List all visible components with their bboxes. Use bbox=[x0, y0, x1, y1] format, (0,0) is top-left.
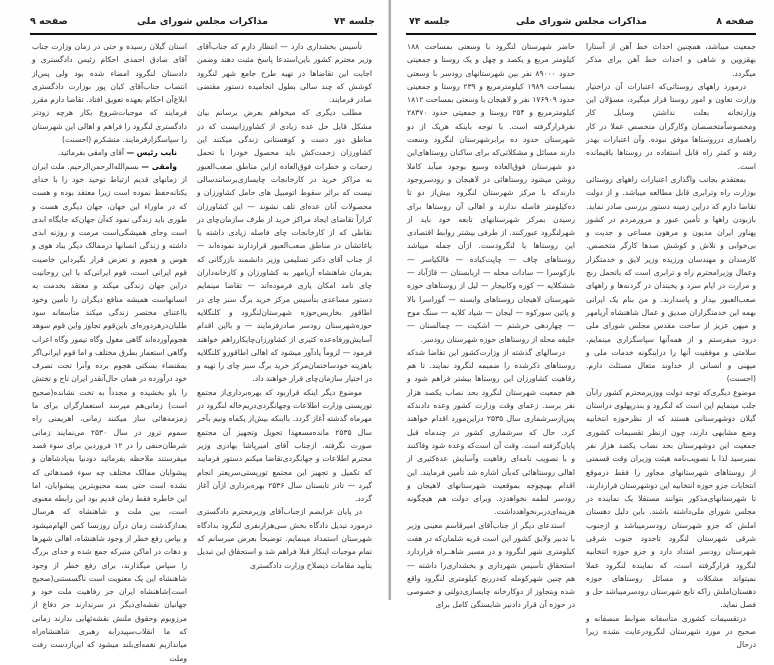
speech-text: بسم‌الله‌الرحمن‌الرحیم. ملت ایران از زمانهای قدیم ارتباط توحید خود را با خدای یکتانه‌حفظ نموده است زیرا معتقد بوده و هست که در ماوراء این جهان، جهان دیگری هست و طوری باید زندگی نمود که‌آن جهان‌که جایگاه ابدی است وجای همیشگی‌است مرمت و روزنه ابدی داشته و زندگی انسانها درممالک دیگر بباد هوی و هوس و هجوم و تعرض قرار نگیرداین خاصیت قوم ایرانی است، قوم ایرانی‌که با این روحانیت دراین جهان زندگی میکند و معتقد بخدمت به انسانهاست همیشه منافع دیگران را تأمین وخود بااعتنای مختصر زندگی میکند متأسفانه سود طلبان‌درهردوره‌ای باین‌قوم تجاوز واین قوم سوهد هجوم‌آورده‌اند گاهی مغول وگاه تیمور وگاه اعراب وگاهی استعمار بطرق مختلف و اما قوم ایرانی‌اگر بمقتضاء بسکتی هجوم برده وآنرا تحت تصرف خود درآورده در همان حال‌آنقدر ایران تاج و تختش را باو بخشیده و مجدداً به تخت نشانده(صحیح است) زمانی‌هم میرسد استعمارگران برای ما زمزمه‌هائی ساز میکنند زمانی، اهریمنی راه سموم ترور در سال ۲۵۳۰ می‌نمایند زمانی شرطان‌حنفی را در ۱۲ فروردین برای سوء قصد میفرستند ملاحظه بفرمائید دودنیا به‌پادشاهان و پیشوایان ممالک مختلف چه سوء قصدهائی که نشده است حتی بسه محبوبترین پیشوایان، اما این خاطره فقط زمان قدیم بود این رابطه معنوی است، بین ملت و شاهنشاه که هرسال بعدازگذشت زمان درآن روزنسا کمن الهام‌میشود و بپاس رفع خطر از وجود شاهنشاه، اهالی شهرها و دهات در اماکن متبرکه جمع شده و خدای بزرگ را سپاس میگذارند، برای رفع خطر از وجود شاهنشاه این یک معنویت است ناگسستنی(صحیح است)شاهنشاه ایران جز رفاهیت ملت خود و جهانیان نقشه‌ای‌دیگر در سرندارند جز دفاع از مرزوبوم وحقوق ملتش نقشه‌ئهایی ندارند زمانی که ما انقلاب‌سپیدرابه رهبری شاهنشاه‌راه میاندازیم نغمه‌ای‌بلند میشود که این‌ازدست رفت وملت bbox=[32, 161, 187, 663]
header-rule bbox=[406, 33, 756, 35]
paragraph: مطلب دیگری که میخواهم بعرض برسانم بیان مشکل قابل حل عده زیادی از کشاورزانیست که در مناطق دور دست و کوهستانی زندگی میکنند این کشاورزان زحمت‌کش باید محصول خودرا با تحمل زحمات و خطرات فوق‌العاده ازاین مناطق صعب‌العبور به مراکز خرید در کارخانجات چایسازی‌برسانندسالی نیست که براثر سقوط اتومبیل های حامل کشاورزان و محصولات آنان عده‌ای تلف نشوند — این کشاورزان کراراً تقاضای ایجاد مراکز خرید از طرف سازمان‌چای در نقاطی که از کارخانجات چای فاصله زیادی داشته یا باغاتشان در مناطق صعب‌العبور قراردارند نموده‌اند — از جناب آقای دکتر تسلیمی وزیر دانشمند بازرگانی که بفرمان شاهنشاه آریامهر به کشاورزان و کارخانه‌داران چای تامد امکان یاری فرموده‌اند — تقاضا مینمایم دستور مساعدی بتأسیس مرکز خرید برگ سبز چای در اطاقور بخاربس‌حوزه شهرستان‌لنگرود و کلنگلایه حوزه‌شهرستان رودسر صادرفرمایند — و بااین اقدام آسایش‌ورفاه‌عده کثیری از کشاورزان‌چایکارراهم خواهند فرمود — لزوماً یادآور میشود که اهالی اطاقورو کلنگلایه باهزینه خودساختمان‌مرکز خرید برگ سبز چای را تهیه و در اختیار سازمان‌چای قرار خواهند داد. bbox=[197, 108, 372, 384]
session-number: جلسه ۷۴ bbox=[333, 16, 375, 27]
paragraph: درمورد راههای روستائی‌که اعتبارات آن دراختیار وزارت تعاون و امور روستا قرار میگیرد، مسؤلان این وزارتخانه بعلت نداشتن وسایل کار ومخصوصاً‌متخصصان وکارگران متخصص عملا در کار راهسازی درروستاها موفق نبوده. وآن اعتبارات بهدر رفته و کمتر راه قابل استفاده در روستاها باقیمانده است. bbox=[586, 81, 756, 171]
page-number: صفحه ۹ bbox=[30, 16, 68, 27]
page-header bbox=[409, 16, 754, 32]
paragraph: موضوع دیگری‌که توجه دولت ووزیرمحترم کشور رابآن جلب مینمایم این است که لنگرود و بندرپهلوی دراستان گیلان دوشهرستانی هستند که از نظرحوزه انتخابیه وضع مشابهی دارند، چون ازنظر تقسیمات کشوری جمعیت این دوشهرستان بحد نصاب یکصد هزار نفر نمیرسید لذا با تصویب‌نامه هیئت وزیران وقت قسمتی از روستاهای شهرستانهای مجاور را فقط درموقع انتخابات جزو حوزه انتخابیه این دوشهرستان قراردارند، تا شهرستانهای‌مذکور بتوانند مستقلا یک نماینده در مجلس شورای ملی‌داشته باشند. باین دلیل دهستان املش که جزو شهرستان رودسرمیباشد و ازجنوب شرقی شهرستان لنگرود تاحدود جنوب شرقی شهرستان رودسر امتداد دارد و جزو حوزه انتخابیه لنگرود قرارگرفته است، که نماینده لنگرود عملا نمیتواند مشکلات و مسائل روستاهای حوزه دهستان‌املش راکه تابع شهرستان رودسرمیباشد حل و فصل نماید. bbox=[586, 387, 756, 610]
paragraph: تأسیس بخشداری دارد — انتظار دارم که جناب‌آقای وزیر محترم کشور باین‌استدعا پاسخ مثبت دهند وضمن اجابت این تقاضاها در تهیه طرح جامع شهر لنگرود کوشش که چند سالی بطول انجامیده دستور مقتضی صادر فرمایند. bbox=[197, 42, 372, 105]
text-column-right bbox=[586, 40, 756, 652]
page-title: مذاکرات مجلس شورای ملی bbox=[516, 16, 647, 27]
text-column-left bbox=[32, 40, 187, 665]
page-header bbox=[30, 16, 375, 32]
speaker-name: وامقی — bbox=[141, 161, 177, 171]
paragraph: درتقسیمات کشوری متأسفانه ضوابط منصفانه و صحیح در مورد شهرستان لنگرودرعایت نشده زیرا درحال bbox=[586, 613, 756, 650]
speech-text: آقای وامقی بفرمائید. bbox=[57, 148, 125, 158]
session-number: جلسه ۷۴ bbox=[409, 16, 451, 27]
paragraph: بمعتقدم بجانب واگذاری اعتبارات راههای روستائی بوزارت راه وترابری قابل مطالعه میباشد. و از دولت تقاضا دارم که دراین زمینه دستور بررسی صادر نماید. بازبودن راهها و تأمین عبور و مرورمردم در کشور پهناور ایران مدیون و مرهون مساعی و جدیت و بی‌خوابی و تلاش و کوشش صدها کارگر متخصص. کارمندان و مهندسان ورزیده وزیر لایق و خدمتگزار وعمال وزیرامحترم راه و ترابری است که باتحمل رنج و مرارت در ایام سرد و یخبندان در گردنه‌ها و راههای صعب‌العبور بیدار و پاسدارند. و من بنام یک ایرانی بهمه این خدمتگزاران صدیق و عمال شاهنشاه آریامهر و میهن عزیز از ساحت مقدس مجلس شورای ملی درود میفرستم و از همه‌آنها سپاسگزاری مینمایم، سلامتی و موفقیت آنها را دراینگونه خدمات ملی و میهنی و انسانی از خداوند متعال مسئلت دارم. (احسنت) bbox=[586, 174, 756, 384]
speaker-name: نایب رئیس — bbox=[126, 148, 177, 158]
speaker-paragraph bbox=[32, 146, 187, 159]
paragraph: در پایان عرایضم ازجناب‌آقای وزیرمحترم دادگستری درمورد تبدیل دادگاه بخش سی‌هزارنفری لنگرود بدادگاه شهرستان استمداد مینمایم. توضیحاً بعرض میرسانم که تمام موجبات اینکار قبلا فراهم شد و استحقاق این تبدیل بتأیید مقامات ذیصلاح وزارت دادگستری bbox=[197, 507, 372, 570]
text-column-right bbox=[197, 40, 372, 572]
paragraph: جمعیت میباشد، همچنین احداث خط آهن از آستارا بهقزوین و شاهی و احداث خط آهن برای مذکر میگردد. bbox=[586, 42, 756, 78]
text-column-left bbox=[407, 40, 575, 612]
paragraph: حاضر شهرستان لنگرود با وسعتی بمساحت ۱۸۸ کیلومتر مربع و یکصد و چهل و یک روستا و جمعیتی حدود ۸۹۰۰۰ نفر بین شهرستانهای رودسر با وسعتی بمساحت ۱۹۸۹ کیلومترمربع و ۲۳۹ روستا و جمعیتی حدود ۱۷۶۹۰۹ نفر و لاهیجان با وسعتی بمساحت ۱۸۱۲ کیلومترمربع و ۲۵۴ روستا و جمعیتی حدود ۲۸۳۷۰ نفرقرارگرفته است. با توجه باینکه هریک از دو شهرستان حدود ده برابرشهرستان لنگرود وسعت دارند مسائل و مشکلاتی‌که برای ساکنان روستاهای‌این دو شهرستان فوق‌العاده وسیع بوجود میآید کاملا روشن میشود روستاهائی در لاهیجان و رودسروجود دارندکه با مرکز شهرستان لنگرود بیش‌از دو تا ده‌کیلومتر فاصله ندارند و اهالی آن روستاها برای رسیدن بمرکز شهرستانهای تابعه خود باید از شهرلنگرود عبورکنند. از طرفی بیشتر روابط اقتصادی این روستاها با لنگرودست. ازآن جمله میباشد روستاهای چاف — چاپت‌کیاده — قالکیاسر — بازکوسرا — سادات محله — اربابستان — قاژآباد — ششکلایه — کوره وکابیجار — لیل از روستاهای حوزه شهرستان لاهیجان روستاهای وابسته — گوراسرا بالا و پائین سورکوه — لیجان — شیاد کلایه — سنگ موج — چهاردهی خرشتم — اشکیت — چمالستان — خلیفه محله از روستاهای حوزه شهرستان رودسر. bbox=[407, 42, 575, 344]
paragraph: درسالهای گذشته از وزارت‌کشور این تقاضا شد‌که روستاهای ذکرشده را ضمیمه لنگرود نمایند. تا هم رفاهیت کشاورزان این روستاها بیشتر فراهم شود و هم جمعیت شهرستان لنگرود بحد نصاب یکصد هزار نفر برسد. زعمای وقت وزارت کشور وعده دادندکه پس‌ازسرشماری سال ۲۵۳۵ دراین‌مورد اقدام خواهند کرد. حال که سرشماری کشور در چندماه قبل پایان‌گرفته است. وقت آن است‌که وعده شود وفاکنند و با تصویب نامه‌ای رفاهیت وآسایش عدةکثیری از اهالی روستاهائی که‌بآن اشاره شد تأمین فرمایند. این اقدام بهیچوجه بموقعیت شهرستانهای لاهیجان و رودسر لطمه نخواهدزد. وبرای دولت هم هیچگونه هزینه‌ای‌دربرنخواهدداشت. bbox=[407, 347, 575, 517]
paragraph: استان گیلان رسیده و حتی در زمان وزارت جناب آقای صادق احمدی احکام رئیس دادگستری و دادستان لنگرود امضاء شده بود ولی پس‌از انتصاب جناب‌آقای کیان پور بوزارت دادگستری ابلاغ‌آن احکام بعهده تعویق افتاد. تقاضا دارم مقرر فرمایند که موجبات‌شروع بکار هرچه زودتر دادگستری لنگرود را فراهم و اهالی این شهرستان را سپاسگزارفرمایند. متشکرم (احسنت) bbox=[32, 42, 187, 145]
speaker-paragraph bbox=[32, 160, 187, 665]
page-title: مذاکرات مجلس شورای ملی bbox=[137, 16, 268, 27]
paragraph: استدعای دیگر از جناب‌آقای امیرقاسم معینی وزیر با تدبیر ولایق کشور این است قریه شلمان‌که در هفت کیلومتری شهر لنگرود و در مسیر شاهــراه قراردارد استحقاق تأسیس شهرداری و بخشداری‌را داشته — هم چنین شهرکومله که‌دررنج کیلومتری لنگرود واقع شده وبتجاوز از دوکارخانه چایسازی‌دولتی و خصوصی در حوزه آن قرار دادنیز شایستگی کامل برای bbox=[407, 520, 575, 610]
page-number: صفحه ۸ bbox=[716, 16, 754, 27]
header-rule bbox=[30, 33, 377, 35]
paragraph: موضوع دیگر اینکه قراربود که بهره‌برداری‌از مجتمع توریستی وزارت اطلاعات وجهانگردی‌دریم‌خاله لنگرود در مهرماه گذشته آغاز گردد. بااینکه بیش‌از یکماه ونیم بآخر سال ۲۵۳۵ مانده‌مسعهذا تحویل وتجهیز آن مجتمع صورت نگرفته. ازجناب آقای امیرپاشا بهادری وزیر محترم اطلاعات و جهانگردی‌تقاضا میکنم دستور فرمایند که تکمیل و تجهیز این مجتمع توریستی‌سریعتر انجام گیرد — تادر تابستان سال ۲۵۳۶ بهره‌برداری ازآن آغاز گردد. bbox=[197, 387, 372, 504]
page-8 bbox=[391, 0, 774, 650]
